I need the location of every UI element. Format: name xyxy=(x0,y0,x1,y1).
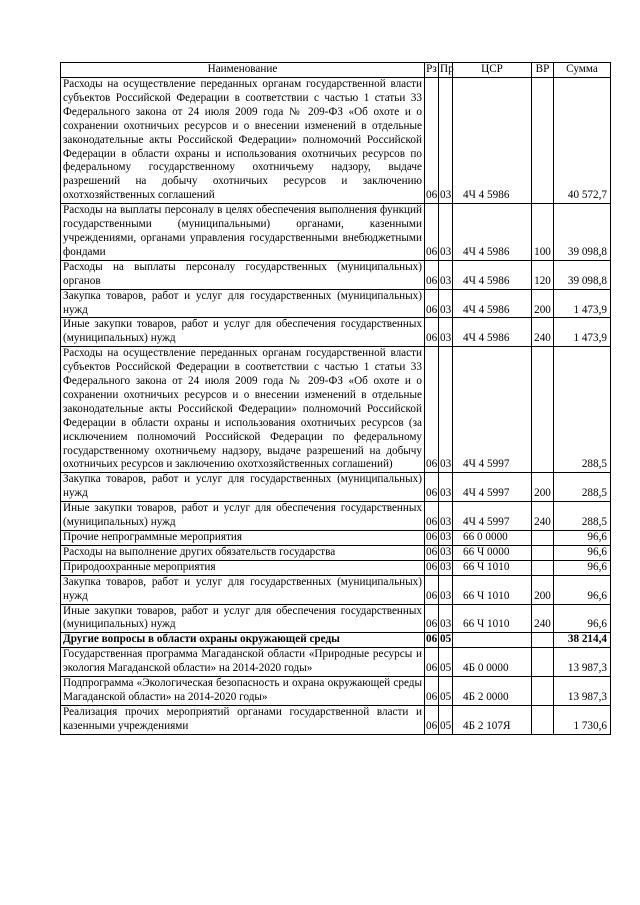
row-sum: 288,5 xyxy=(554,502,611,531)
row-rz: 06 xyxy=(425,604,439,633)
table-row xyxy=(61,604,611,633)
row-rz: 06 xyxy=(425,78,439,204)
row-pr: 03 xyxy=(439,347,453,473)
row-name: Расходы на выплаты персоналу в целях обеспечения выполнения функций государственными (муниципальными) органами, казенными учреждениями, органами управления государственными внебюджетными фондами xyxy=(61,204,425,261)
row-csr: 4Ч 4 5997 xyxy=(453,502,532,531)
row-vr xyxy=(532,560,554,575)
row-csr: 4Ч 4 5986 xyxy=(453,78,532,204)
row-name: Расходы на осуществление переданных органам государственной власти субъектов Российской Федерации в соответствии с частью 1 статьи 33 Федерального закона от 24 июля 2009 года № 209-ФЗ «Об охоте и о сохранении охотничьих ресурсов и о внесении изменений в отдельные законодательные акты Российской Федерации» полномочий Российской Федерации в области охраны и использования охотничьих ресурсов по федеральному государственному охотничьему надзору, выдаче разрешений на добычу охотничьих ресурсов и заключению охотхозяйственных соглашений xyxy=(61,78,425,204)
row-sum: 39 098,8 xyxy=(554,204,611,261)
row-sum: 96,6 xyxy=(554,531,611,546)
row-name: Подпрограмма «Экологическая безопасность и охрана окружающей среды Магаданской области» на 2014-2020 годы» xyxy=(61,677,425,706)
row-sum: 13 987,3 xyxy=(554,677,611,706)
table-row xyxy=(61,347,611,473)
table-row xyxy=(61,575,611,604)
row-name: Иные закупки товаров, работ и услуг для обеспечения государственных (муниципальных) нужд xyxy=(61,604,425,633)
row-rz: 06 xyxy=(425,677,439,706)
row-vr: 200 xyxy=(532,289,554,318)
row-pr: 03 xyxy=(439,289,453,318)
row-csr: 66 0 0000 xyxy=(453,531,532,546)
row-csr xyxy=(453,633,532,648)
table-row xyxy=(61,289,611,318)
row-name: Иные закупки товаров, работ и услуг для обеспечения государственных (муниципальных) нужд xyxy=(61,502,425,531)
row-pr: 03 xyxy=(439,204,453,261)
row-name: Закупка товаров, работ и услуг для государственных (муниципальных) нужд xyxy=(61,473,425,502)
row-vr: 200 xyxy=(532,473,554,502)
row-csr: 4Ч 4 5986 xyxy=(453,204,532,261)
row-vr: 240 xyxy=(532,502,554,531)
row-vr: 200 xyxy=(532,575,554,604)
row-pr: 03 xyxy=(439,260,453,289)
row-csr: 4Ч 4 5997 xyxy=(453,473,532,502)
row-sum: 96,6 xyxy=(554,560,611,575)
row-rz: 06 xyxy=(425,545,439,560)
row-name: Реализация прочих мероприятий органами государственной власти и казенными учреждениями xyxy=(61,705,425,734)
row-csr: 4Ч 4 5986 xyxy=(453,260,532,289)
table-row xyxy=(61,560,611,575)
row-name: Закупка товаров, работ и услуг для государственных (муниципальных) нужд xyxy=(61,289,425,318)
row-sum: 13 987,3 xyxy=(554,648,611,677)
table-row xyxy=(61,260,611,289)
row-sum: 288,5 xyxy=(554,347,611,473)
row-name: Прочие непрограммные мероприятия xyxy=(61,531,425,546)
row-name: Природоохранные мероприятия xyxy=(61,560,425,575)
row-sum: 1 473,9 xyxy=(554,318,611,347)
row-vr xyxy=(532,545,554,560)
row-pr: 03 xyxy=(439,473,453,502)
row-pr: 03 xyxy=(439,531,453,546)
row-rz: 06 xyxy=(425,575,439,604)
row-rz: 06 xyxy=(425,318,439,347)
table-row xyxy=(61,502,611,531)
row-vr xyxy=(532,347,554,473)
row-vr xyxy=(532,633,554,648)
table-row xyxy=(61,78,611,204)
row-csr: 4Б 2 107Я xyxy=(453,705,532,734)
row-rz: 06 xyxy=(425,502,439,531)
row-rz: 06 xyxy=(425,560,439,575)
row-pr: 03 xyxy=(439,545,453,560)
row-pr: 03 xyxy=(439,502,453,531)
row-pr: 03 xyxy=(439,318,453,347)
row-csr: 66 Ч 1010 xyxy=(453,604,532,633)
budget-table xyxy=(60,62,611,735)
header-name: Наименование xyxy=(61,63,425,78)
table-row xyxy=(61,531,611,546)
header-pr: Пр xyxy=(439,63,453,78)
table-row xyxy=(61,545,611,560)
row-vr: 120 xyxy=(532,260,554,289)
row-vr xyxy=(532,677,554,706)
row-rz: 06 xyxy=(425,531,439,546)
row-sum: 96,6 xyxy=(554,545,611,560)
header-vr: ВР xyxy=(532,63,554,78)
row-vr xyxy=(532,648,554,677)
row-sum: 1 730,6 xyxy=(554,705,611,734)
row-pr: 03 xyxy=(439,560,453,575)
row-name: Закупка товаров, работ и услуг для государственных (муниципальных) нужд xyxy=(61,575,425,604)
row-pr: 03 xyxy=(439,604,453,633)
row-pr: 03 xyxy=(439,575,453,604)
row-sum: 38 214,4 xyxy=(554,633,611,648)
row-csr: 66 Ч 1010 xyxy=(453,575,532,604)
row-rz: 06 xyxy=(425,705,439,734)
row-name: Расходы на выплаты персоналу государственных (муниципальных) органов xyxy=(61,260,425,289)
row-csr: 4Ч 4 5986 xyxy=(453,289,532,318)
row-pr: 05 xyxy=(439,633,453,648)
row-sum: 96,6 xyxy=(554,604,611,633)
table-row xyxy=(61,705,611,734)
row-name: Иные закупки товаров, работ и услуг для обеспечения государственных (муниципальных) нужд xyxy=(61,318,425,347)
row-name: Расходы на выполнение других обязательств государства xyxy=(61,545,425,560)
row-vr: 240 xyxy=(532,318,554,347)
row-rz: 06 xyxy=(425,347,439,473)
row-rz: 06 xyxy=(425,289,439,318)
row-rz: 06 xyxy=(425,633,439,648)
table-row xyxy=(61,677,611,706)
row-csr: 4Ч 4 5986 xyxy=(453,318,532,347)
table-row xyxy=(61,473,611,502)
row-name: Другие вопросы в области охраны окружающей среды xyxy=(61,633,425,648)
row-vr xyxy=(532,705,554,734)
row-csr: 4Б 2 0000 xyxy=(453,677,532,706)
table-row xyxy=(61,648,611,677)
table-row xyxy=(61,204,611,261)
table-row xyxy=(61,318,611,347)
row-sum: 96,6 xyxy=(554,575,611,604)
row-vr: 240 xyxy=(532,604,554,633)
row-csr: 4Ч 4 5997 xyxy=(453,347,532,473)
row-sum: 39 098,8 xyxy=(554,260,611,289)
row-rz: 06 xyxy=(425,260,439,289)
row-vr xyxy=(532,531,554,546)
row-sum: 1 473,9 xyxy=(554,289,611,318)
table-row xyxy=(61,633,611,648)
row-sum: 40 572,7 xyxy=(554,78,611,204)
row-pr: 05 xyxy=(439,705,453,734)
row-vr xyxy=(532,78,554,204)
row-csr: 66 Ч 1010 xyxy=(453,560,532,575)
row-csr: 4Б 0 0000 xyxy=(453,648,532,677)
row-pr: 03 xyxy=(439,78,453,204)
header-sum: Сумма xyxy=(554,63,611,78)
header-csr: ЦСР xyxy=(453,63,532,78)
row-name: Расходы на осуществление переданных органам государственной власти субъектов Российской Федерации в соответствии с частью 1 статьи 33 Федерального закона от 24 июля 2009 года № 209-ФЗ «Об охоте и о сохранении охотничьих ресурсов и о внесении изменений в отдельные законодательные акты Российской Федерации» полномочий Российской Федерации в области охраны и использования охотничьих ресурсов (за исключением полномочий Российской Федерации по федеральному государственному охотничьему надзору, выдаче разрешений на добычу охотничьих ресурсов и заключению охотхозяйственных соглашений) xyxy=(61,347,425,473)
row-rz: 06 xyxy=(425,473,439,502)
row-pr: 05 xyxy=(439,677,453,706)
row-sum: 288,5 xyxy=(554,473,611,502)
row-rz: 06 xyxy=(425,204,439,261)
row-name: Государственная программа Магаданской области «Природные ресурсы и экология Магаданской области» на 2014-2020 годы» xyxy=(61,648,425,677)
header-rz: Рз xyxy=(425,63,439,78)
row-vr: 100 xyxy=(532,204,554,261)
table-header-row xyxy=(61,63,611,78)
row-pr: 05 xyxy=(439,648,453,677)
row-rz: 06 xyxy=(425,648,439,677)
row-csr: 66 Ч 0000 xyxy=(453,545,532,560)
